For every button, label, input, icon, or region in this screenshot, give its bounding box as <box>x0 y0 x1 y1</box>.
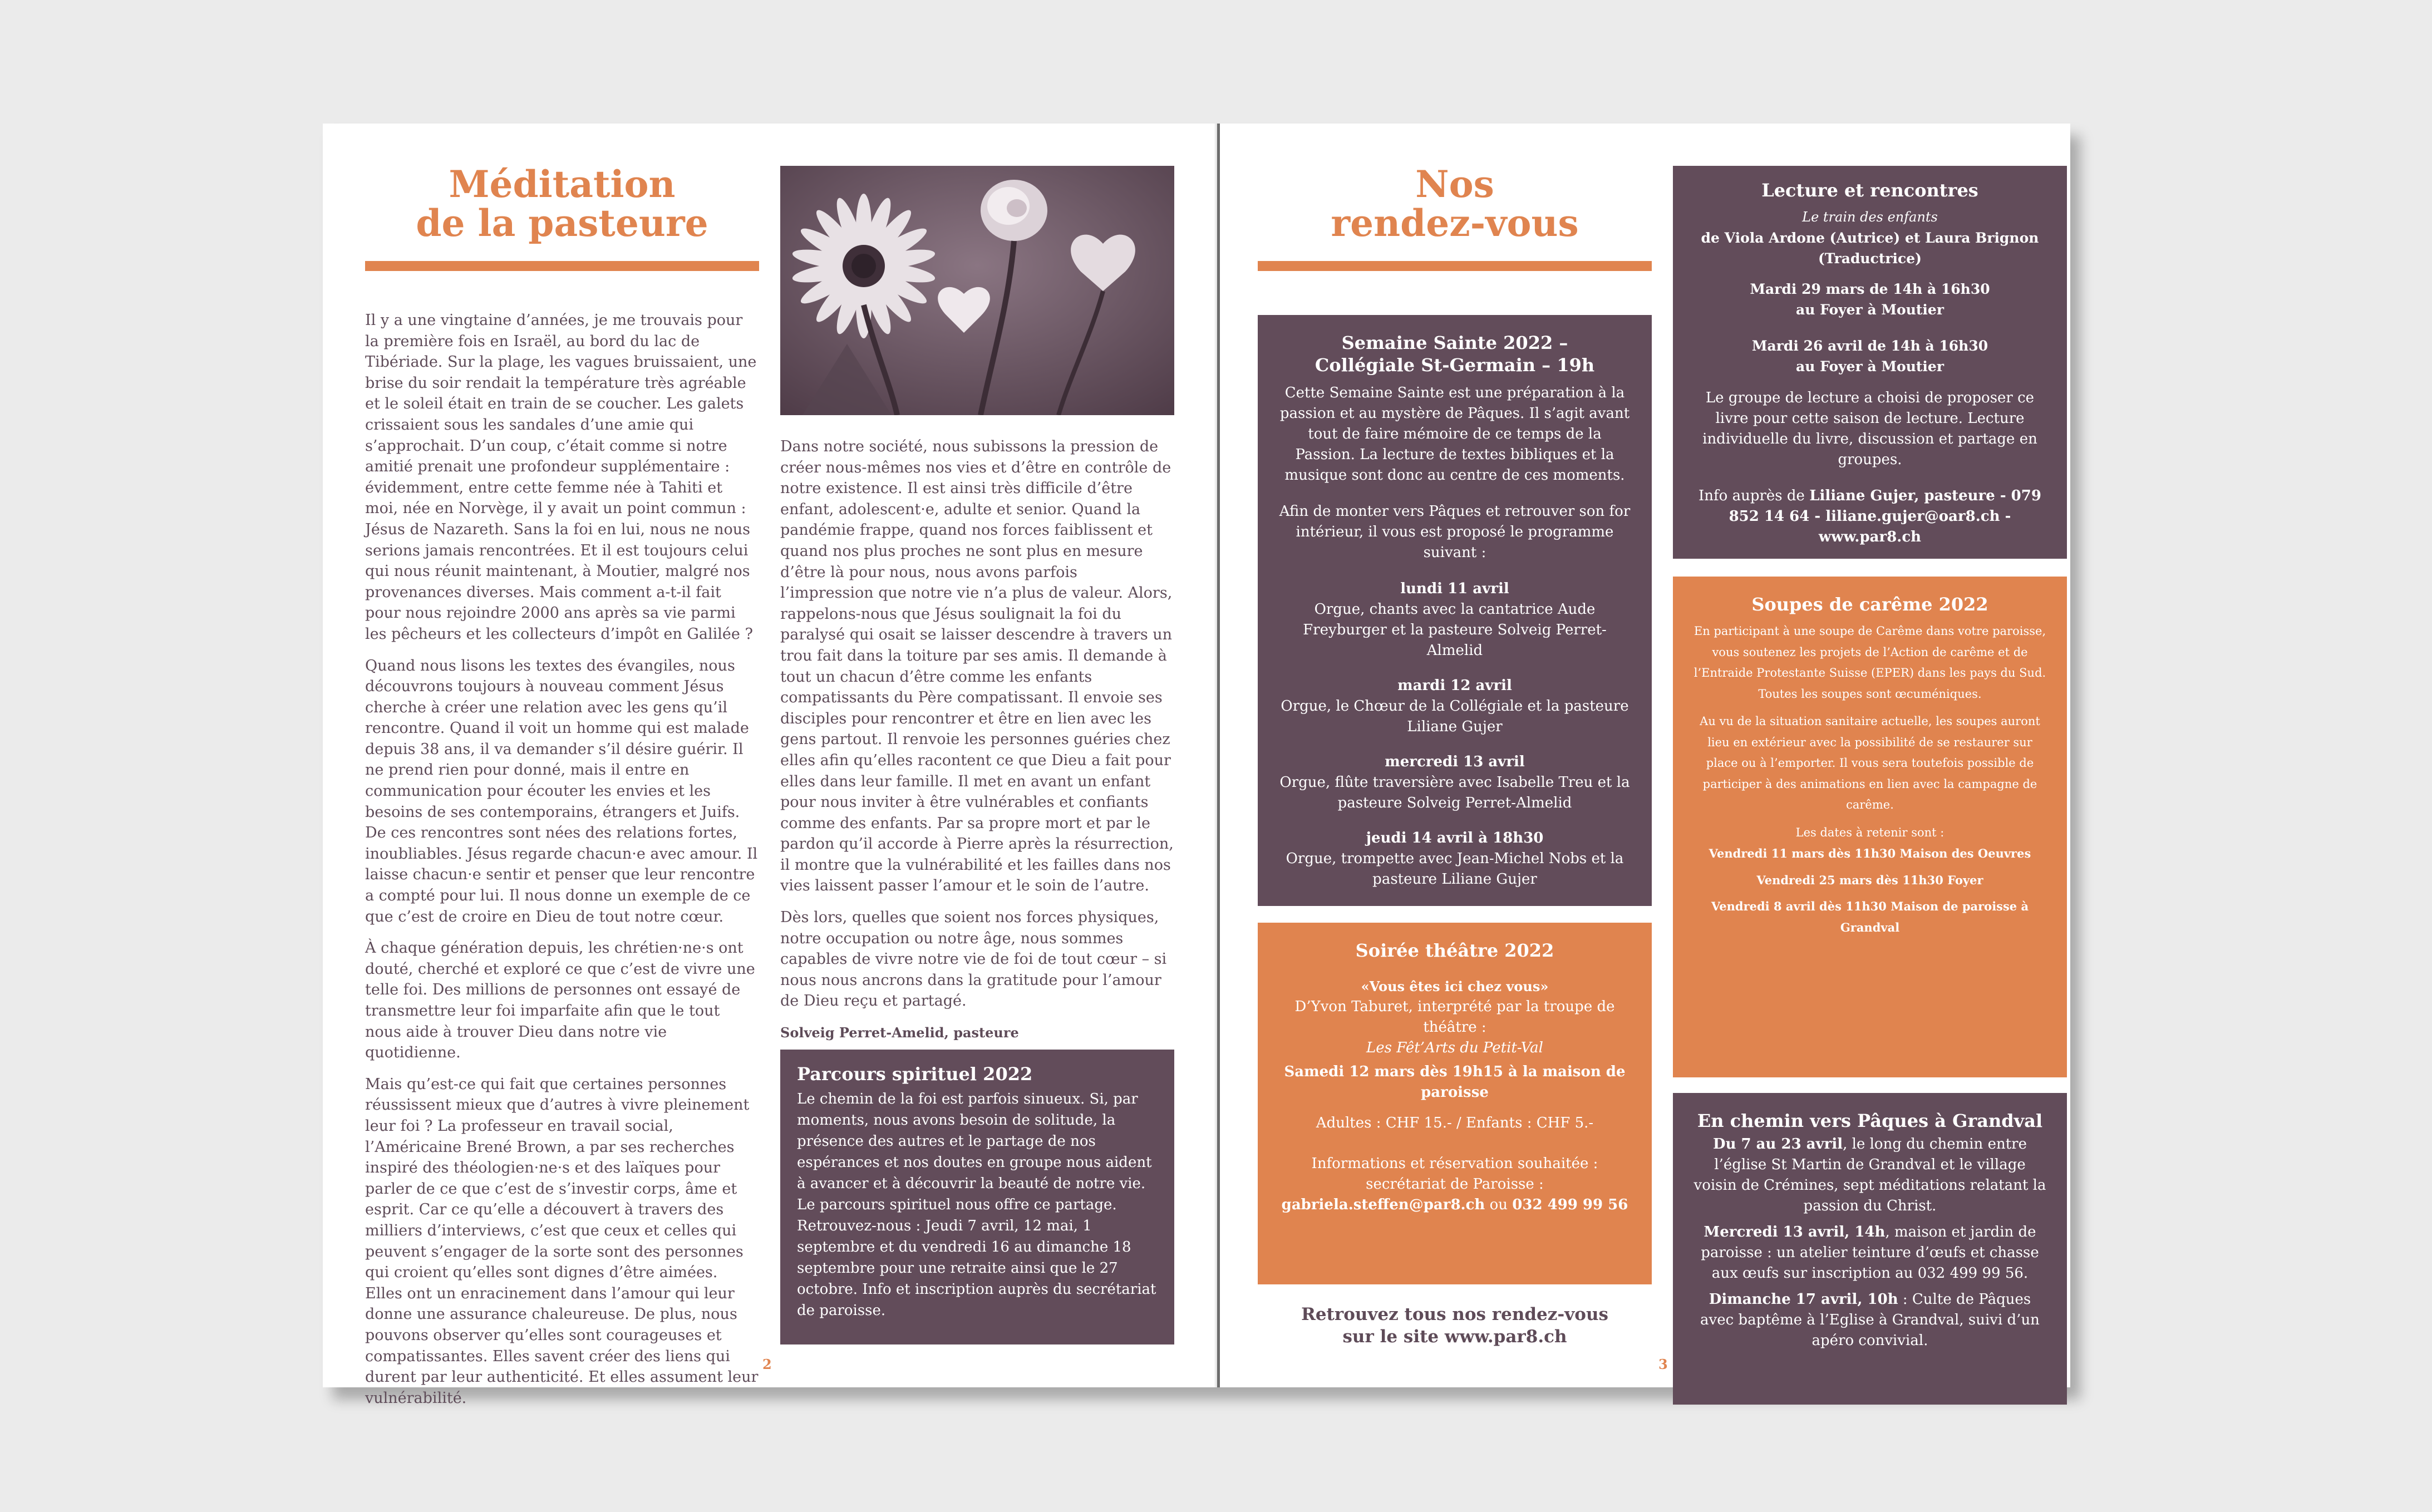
semaine-title-2: Collégiale St-Germain – 19h <box>1315 354 1595 376</box>
parcours-title: Parcours spirituel 2022 <box>797 1063 1033 1085</box>
theatre-troupe: Les Fêt’Arts du Petit-Val <box>1366 1040 1543 1056</box>
soupes-p3: Les dates à retenir sont : <box>1795 825 1944 839</box>
soupes-p2: Au vu de la situation sanitaire actuelle, les soupes auront lieu en extérieur avec la possibilité de se restaurer sur place ou à l’emporter. Il vous sera toutefois possible de participer à des animations en lien avec la campagne de carême. <box>1700 715 2040 811</box>
soupes-date-3: Vendredi 8 avril dès 11h30 Maison de paroisse à Grandval <box>1711 899 2029 934</box>
brochure-spread <box>323 124 2070 1407</box>
chemin-b2: Mercredi 13 avril, 14h <box>1704 1224 1885 1240</box>
lecture-text: Le groupe de lecture a choisi de proposer ce livre pour cette saison de lecture. Lecture individuelle du livre, discussion et partage en groupes. <box>1702 390 2037 468</box>
theatre-email[interactable]: gabriela.steffen@par8.ch <box>1281 1196 1485 1213</box>
soupes-box <box>1673 577 2067 1077</box>
paragraph: Dès lors, quelles que soient nos forces physiques, notre occupation ou notre âge, nous sommes capables de vivre notre vie de foi de tout cœur – si nous nous ancrons dans la gratitude pour l’amour de Dieu reçu et partagé. <box>780 909 1167 1010</box>
footer-line-2: sur le site www.par8.ch <box>1342 1327 1567 1347</box>
lecture-date-1: Mardi 29 mars de 14h à 16h30 <box>1750 281 1990 297</box>
chemin-p3 <box>1692 1289 2048 1351</box>
chemin-box <box>1673 1093 2067 1405</box>
event-desc: Orgue, le Chœur de la Collégiale et la pasteure Liliane Gujer <box>1281 698 1629 735</box>
title-line-1: Méditation <box>449 162 676 206</box>
theatre-subtitle: «Vous êtes ici chez vous» <box>1361 978 1549 994</box>
soupes-p1: En participant à une soupe de Carême dans votre paroisse, vous soutenez les projets de l’Action de carême et de l’Entraide Protestante Suisse (EPER) dans les pays du Sud. Toutes les soupes sont œcuméniques. <box>1693 624 2046 701</box>
footer-note <box>1258 1303 1652 1348</box>
chemin-b3: Dimanche 17 avril, 10h <box>1709 1291 1898 1308</box>
flower-photo-icon <box>780 166 1174 415</box>
flower-photo <box>780 166 1174 415</box>
page-number-right: 3 <box>1658 1356 1668 1372</box>
theatre-prices: Adultes : CHF 15.- / Enfants : CHF 5.- <box>1316 1115 1594 1131</box>
page-number-left: 2 <box>762 1356 772 1372</box>
paragraph: Mais qu’est-ce qui fait que certaines personnes réussissent mieux que d’autres à vivre pleinement leur foi ? La professeur en travail social, l’Américaine Brené Brown, a par ses recherches inspiré des théologien·ne·s et des laïques pour parler de ce que c’est de s’investir corps, âme et esprit. Car ce qu’elle a découvert à travers des milliers d’interviews, c’est que ceux et celles qui peuvent s’engager de la sorte sont des personnes qui croient qu’elles sont dignes d’être aimées. Elles ont un enracinement dans l’amour qui leur donne une assurance chaleureuse. De plus, nous pouvons observer qu’elles sont courageuses et compatissantes. Elles savent créer des liens qui durent par leur authenticité. Et elles assument leur vulnérabilité. <box>365 1075 759 1407</box>
soupes-title: Soupes de carême 2022 <box>1751 594 1988 615</box>
chemin-title: En chemin vers Pâques à Grandval <box>1697 1110 2043 1131</box>
event-day: mardi 12 avril <box>1397 677 1512 694</box>
lecture-book: Le train des enfants <box>1802 209 1938 225</box>
title-line-2: de la pasteure <box>416 201 708 245</box>
chemin-p1 <box>1692 1134 2048 1217</box>
lecture-place-2: au Foyer à Moutier <box>1796 358 1944 375</box>
lecture-info <box>1692 486 2048 548</box>
theatre-box <box>1258 923 1652 1284</box>
parcours-box <box>780 1050 1174 1344</box>
left-title <box>365 162 759 245</box>
right-title <box>1258 162 1652 245</box>
meditation-col-2 <box>780 436 1174 1054</box>
paragraph: Quand nous lisons les textes des évangiles, nous découvrons toujours à nouveau comment Jésus cherche à créer une relation avec les gens qu’il rencontre. Quand il voit un homme qui est malade depuis 38 ans, il va demander s’il désire guérir. Il ne prend rien pour donné, mais il entre en communication pour écouter les envies et les besoins de ses contemporains, étrangers et Juifs. De ces rencontres sont nées des relations fortes, inoubliables. Jésus regarde chacun·e avec amour. Il laisse chacun·e sentir et penser que leur rencontre a compté pour lui. Il nous donne un exemple de ce que c’est de croire en Dieu de tout notre cœur. <box>365 657 758 925</box>
paragraph: Dans notre société, nous subissons la pression de créer nous-mêmes nos vies et d’être en contrôle de notre existence. Il est ainsi très difficile d’être enfant, adolescent·e, adulte et senior. Quand la pandémie frappe, quand nos forces faiblissent et quand nos plus proches ne sont plus en mesure d’être là pour nous, nous avons parfois l’impression que notre vie n’a plus de valeur. Alors, rappelons-nous que Jésus soulignait la foi du paralysé qui osait se laisser descendre à travers un trou fait dans la toiture par ses amis. Il demande à tout un chacun d’être comme les enfants compatissants du Père compatissant. Il envoie ses disciples pour rencontrer et être en lien avec les gens partout. Il renvoie les personnes guéries chez elles afin qu’elles racontent ce que Dieu a fait pour elles dans leur famille. Il met en avant un enfant pour nous inviter à être vulnérables et confiants comme des enfants. Par sa propre mort et par le pardon qu’il accorde à Pierre après la résurrection, il montre que la vulnérabilité et les failles dans nos vies laissent passer l’amour et le soin de l’autre. <box>780 438 1174 895</box>
paragraph: À chaque génération depuis, les chrétien·ne·s ont douté, cherché et exploré ce que c’est de vivre une telle foi. Des millions de personnes ont essayé de transmettre leur foi imparfaite afin que le tout nous aide à trouver Dieu dans notre vie quotidienne. <box>365 939 755 1062</box>
theatre-author: D’Yvon Taburet, interprété par la troupe de théâtre : <box>1294 998 1615 1036</box>
theatre-info <box>1280 1154 1629 1215</box>
spine <box>1217 124 1220 1387</box>
theatre-date: Samedi 12 mars dès 19h15 à la maison de paroisse <box>1284 1063 1626 1101</box>
lecture-box <box>1673 166 2067 559</box>
event-desc: Orgue, flûte traversière avec Isabelle Treu et la pasteure Solveig Perret-Almelid <box>1279 774 1630 811</box>
chemin-t1: , le long du chemin entre l’église St Martin de Grandval et le village voisin de Crémines, sept méditations relatant la passion du Christ. <box>1693 1136 2046 1214</box>
chemin-t2: , maison et jardin de paroisse : un atelier teinture d’œufs et chasse aux œufs sur inscription au 032 499 99 56. <box>1701 1224 2039 1282</box>
paragraph: Il y a une vingtaine d’années, je me trouvais pour la première fois en Israël, au bord du lac de Tibériade. Sur la plage, les vagues bruissaient, une brise du soir rendait la température très agréable et le soleil était en train de se coucher. Les galets crissaient sous les sandales d’une amie qui s’approchait. D’un coup, c’était comme si notre amitié prenait une profondeur supplémentaire : évidemment, entre cette femme née à Tahiti et moi, née en Norvège, il y avait un point commun : Jésus de Nazareth. Sans la foi en lui, nous ne nous serions jamais rencontrées. Et il est toujours celui qui nous réunit maintenant, à Moutier, malgré nos provenances diverses. Mais comment a-t-il fait pour nous rejoindre 2000 ans après sa vie parmi les pêcheurs et les collecteurs d’impôt en Galilée ? <box>365 312 757 643</box>
theatre-phone: 032 499 99 56 <box>1512 1196 1628 1213</box>
semaine-sainte-box <box>1258 315 1652 906</box>
title-rule <box>365 261 759 271</box>
event-desc: Orgue, trompette avec Jean-Michel Nobs et la pasteure Liliane Gujer <box>1286 850 1624 888</box>
event-day: lundi 11 avril <box>1400 580 1509 597</box>
lecture-date-2: Mardi 26 avril de 14h à 16h30 <box>1751 338 1988 354</box>
parcours-text: Le chemin de la foi est parfois sinueux. Si, par moments, nous avons besoin de solitude, la présence des autres et le partage de nos espérances et nos doutes en groupe nous aident à avancer et à découvrir la beauté de notre vie. Le parcours spirituel nous offre ce partage. Retrouvez-nous : Jeudi 7 avril, 12 mai, 1 septembre et du vendredi 16 au dimanche 18 septembre pour une retraite ainsi que le 27 octobre. Info et inscription auprès du secrétariat de paroisse. <box>797 1091 1156 1319</box>
lecture-contact[interactable]: Liliane Gujer, pasteure - 079 852 14 64 - liliane.gujer@oar8.ch - www.par8.ch <box>1729 487 2041 545</box>
signature: Solveig Perret-Amelid, pasteure <box>780 1025 1019 1041</box>
soupes-date-2: Vendredi 25 mars dès 11h30 Foyer <box>1756 873 1983 887</box>
theatre-title: Soirée théâtre 2022 <box>1355 940 1554 961</box>
footer-line-1: Retrouvez tous nos rendez-vous <box>1301 1304 1608 1324</box>
title-rule <box>1258 261 1652 271</box>
lecture-info-prefix: Info auprès de <box>1699 487 1805 504</box>
event-desc: Orgue, chants avec la cantatrice Aude Freyburger et la pasteure Solveig Perret-Almelid <box>1303 601 1607 659</box>
chemin-t3: : Culte de Pâques avec baptême à l’Eglise à Grandval, suivi d’un apéro convivial. <box>1700 1291 2040 1349</box>
semaine-intro-2: Afin de monter vers Pâques et retrouver son for intérieur, il vous est proposé le programme suivant : <box>1279 503 1631 561</box>
chemin-b1: Du 7 au 23 avril <box>1713 1136 1843 1153</box>
theatre-or: ou <box>1489 1196 1508 1213</box>
theatre-info-text: Informations et réservation souhaitée : secrétariat de Paroisse : <box>1311 1155 1598 1193</box>
meditation-col-1 <box>365 310 759 1419</box>
semaine-intro: Cette Semaine Sainte est une préparation à la passion et au mystère de Pâques. Il s’agit avant tout de faire mémoire de ce temps de la Passion. La lecture de textes bibliques et la musique sont donc au centre de ces moments. <box>1279 385 1630 484</box>
lecture-title: Lecture et rencontres <box>1761 180 1978 201</box>
chemin-p2 <box>1692 1222 2048 1284</box>
title-line-2: rendez-vous <box>1331 201 1579 245</box>
lecture-place-1: au Foyer à Moutier <box>1796 302 1944 318</box>
title-line-1: Nos <box>1415 162 1494 206</box>
soupes-date-1: Vendredi 11 mars dès 11h30 Maison des Oeuvres <box>1709 846 2031 860</box>
lecture-authors: de Viola Ardone (Autrice) et Laura Brignon (Traductrice) <box>1701 230 2039 267</box>
event-day: mercredi 13 avril <box>1385 753 1525 770</box>
event-day: jeudi 14 avril à 18h30 <box>1366 830 1544 846</box>
semaine-title-1: Semaine Sainte 2022 – <box>1341 332 1568 353</box>
